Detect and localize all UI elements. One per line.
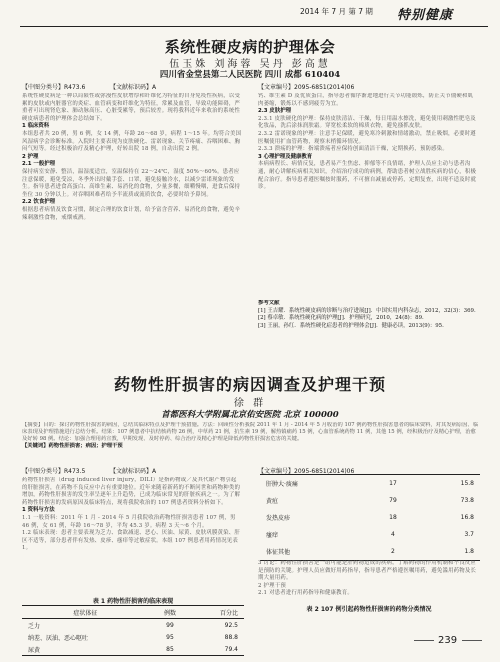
issue-label: 2014 年 7 月 第 7 期 [300,7,373,16]
article1-column-right [258,93,478,293]
article1-title: 系统性硬皮病的护理体会 [164,38,336,56]
paragraph: 系统性硬皮病是一种以局限性或弥漫性皮肤增厚和纤维化为特征的自身免疫性疾病，以受累的皮肤或内脏器官的炎症、血管病变和纤维化为特征，常累及血管，导致功能障碍，严重者可出现肾危象、肺动脉高压、心脏受累等，预后较差。现将我科近年来收治的系统性硬皮病患者的护理体会总结如下。 [22,93,241,122]
table1 [22,605,244,656]
table2 [260,474,480,561]
table-row: 乏力 99 92.5 [28,621,238,630]
article2-title: 药物性肝损害的病因调查及护理干预 [113,375,386,394]
journal-logo: 特别健康 [397,8,454,23]
paragraph: 2 护理干预 [258,582,286,589]
page-header [0,0,500,30]
paragraph: 1.2 临床表现：患者主要表现为乏力、食欲减退、恶心、厌油、尿黄、皮肤巩膜黄染、肝区不适等，部分患者伴有发热、皮疹、瘙痒等过敏症状。本组 107 例患者用药情况见表 1。 [22,530,240,552]
table-row: 肝肿大·痰痛 17 15.8 [260,475,480,493]
table-header-row: 症状体征 例数 百分比 [22,606,244,619]
section-heading: 1 资料与方法 [22,507,55,514]
paragraph: 2.3.2 雷诺现象的护理：注意手足保暖，避免寒冷刺激和情绪激动，禁止吸烟，必要时遵医嘱使用扩血管药物，观察末梢循环情况。 [258,130,476,145]
table-row: 瘙痒 4 3.7 [266,531,474,539]
table-row: 尿黄 85 79.4 [22,643,244,656]
article1-article-no: 【文章编号】2095-6851(2014)06 [258,84,355,91]
article1-column-left [22,93,242,353]
table1-caption: 表 1 药物性肝损害的临床表现 [92,598,174,605]
paragraph: 本病病程长、病情反复，患者易产生焦虑、抑郁等不良情绪，护理人员应主动与患者沟通，耐心讲解疾病相关知识，介绍治疗成功的病例，帮助患者树立战胜疾病的信心，积极配合治疗。指导患者遵医嘱按时服药，不可擅自减量或停药，定期复查，出现不适及时就诊。 [258,161,477,191]
article2-abstract [22,422,480,466]
page-number-dash-right [462,640,482,641]
article2-column-right [258,560,478,600]
paragraph: 保持病室安静、整洁，温湿度适宜，室温保持在 22～24℃，湿度 50%～60%。患者应注意保暖，避免受凉，冬季外出时戴手套、口罩，避免接触冷水，以减少雷诺现象的发生。指导患者进食高蛋白、高维生素、易消化的食物，少量多餐，细嚼慢咽，进食后保持坐位 30 分钟以上。对吞咽困难者给予半流质或流质饮食，必要时给予鼻饲。 [22,168,241,198]
abstract-text: 【摘要】目的：探讨药物性肝损害的病因，总结其临床特点及护理干预措施。方法：回顾性分析我院 2011 年 1 月 - 2014 年 5 月收治的 107 例药物性肝损害患者的临床资料，对其发病原因、临床表现及护理措施进行总结分析。结果：107 例患者中抗结核药物 26 例，中草药 21 例，抗生素 19 例，解热镇痛药 15 例，心血管系统药物 11 例，其他 15 例，经积极治疗及精心护理，治愈及好转 98 例。结论：加强合理用药宣教，早期发现、及时停药、综合治疗及精心护理是降低药物性肝损害危害的关键。 [22,422,479,442]
article2-affiliation: 首都医科大学附属北京佑安医院 北京 100000 [161,410,339,420]
paragraph: 根据患者病情及饮食习惯，制定合理的饮食计划，给予富含营养、易消化的食物，避免辛辣刺激性食物，戒烟戒酒。 [22,206,241,221]
article1-clc: 【中图分类号】R473.6 [22,84,86,91]
table-row: 纳差、厌油、恶心呕吐 95 88.8 [28,633,238,642]
article2-clc: 【中图分类号】R473.5 [22,468,86,475]
table2-caption: 表 2 107 例引起药物性肝损害的药物分类情况 [306,606,432,613]
section-heading: 2.2 饮食护理 [22,199,55,206]
table-row: 发热皮疹 18 16.8 [266,514,474,522]
paragraph: 3 讨论：药物性肝损害是一组可能是肝药物造成的疾病，了解药物的作用机制和不良反应是预防的关键。护理人员应做好用药指导，指导患者严格遵医嘱用药，避免滥用药物及长期大量用药。 [258,560,477,582]
article2-article-no: 【文章编号】2095-6851(2014)06 [258,468,355,475]
article2-column-left [22,477,242,595]
paragraph: 2.3.3 溃疡的护理：指端溃疡者应保持创面清洁干燥，定期换药，预防感染。 [258,146,448,153]
paragraph: 本组患者共 20 例，男 6 例，女 14 例，年龄 26～68 岁，病程 1～15 年。均符合美国风湿病学会诊断标准。入院时主要表现为皮肤硬化、雷诺现象、关节疼痛、吞咽困难、胸闷气短等。经过积极治疗及精心护理，好转出院 18 例，自动出院 2 例。 [22,130,242,153]
paragraph: 2.3.1 皮肤硬化的护理：保持皮肤清洁、干燥，每日用温水擦洗，避免使用刺激性肥皂及化妆品，洗后涂抹润肤霜。穿宽松柔软的棉质衣物，避免搔抓皮肤。 [258,115,476,130]
page-number: 239 [438,635,458,646]
article1-references [258,300,478,362]
reference-item: [1] 王吉耀．系统性硬皮病的诊断与治疗进展[J]．中国实用内科杂志，2012，32(3)：369. [258,307,476,314]
article1-authors: 伍玉姝 刘海蓉 吴丹 彭高慧 [169,59,331,70]
paragraph: 药物性肝损害（drug induced liver injury，DILI）是指药物或／及其代谢产物引起的肝脏损害，在药物不良反应中占有重要地位。近年来随着新药的不断问世和药物种类的增加，药物性肝损害的发生率呈逐年上升趋势，已成为临床常见的肝脏疾病之一。为了解药物性肝损害的发病原因及临床特点，现将我院收治的 107 例患者资料分析如下。 [22,477,241,506]
table-row: 黄疸 79 73.8 [266,497,474,505]
header-rule [20,26,488,27]
section-heading: 3 心理护理及健康教育 [258,153,313,160]
reference-item: [3] 王丽，孙红．系统性硬化症患者的护理体会[J]．健康必读，2013(9)：95. [258,322,444,329]
page-number-dash-left [414,640,434,641]
keywords: 【关键词】药物性肝损害；病因；护理干预 [22,443,123,449]
references-heading: 参考文献 [258,300,280,306]
reference-item: [2] 蔡卓敏．系统性硬化病的护理[J]．护理研究，2010，24(8)：89. [258,315,424,322]
section-heading: 2.3 皮肤护理 [258,108,291,115]
article2-author: 徐 群 [233,398,267,409]
section-heading: 2 护理 [22,153,39,160]
section-heading: 1 临床资料 [22,123,50,130]
table-row: 体征其他 2 1.8 [260,543,480,561]
article1-doc-code: 【文献标识码】A [110,84,157,91]
paragraph: 1.1 一般资料：2011 年 1 月 - 2014 年 5 月我院收治药物性肝损害患者 107 例，男 46 例，女 61 例，年龄 16～78 岁，平均 45.3 岁。病程 3 天～6 个月。 [22,514,236,529]
article2-doc-code: 【文献标识码】A [110,468,157,475]
article1-affiliation: 四川省金堂县第二人民医院 四川 成都 610404 [159,70,341,80]
paragraph: 钙、维生素 D 及优质蛋白，指导患者循序渐进地进行关节功能锻炼，防止关节僵硬和肌肉萎缩，锻炼以不感到疲劳为宜。 [258,93,474,107]
paragraph: 2.1 对患者进行用药指导和健康教育。 [258,590,353,597]
section-heading: 2.1 一般护理 [22,161,55,168]
